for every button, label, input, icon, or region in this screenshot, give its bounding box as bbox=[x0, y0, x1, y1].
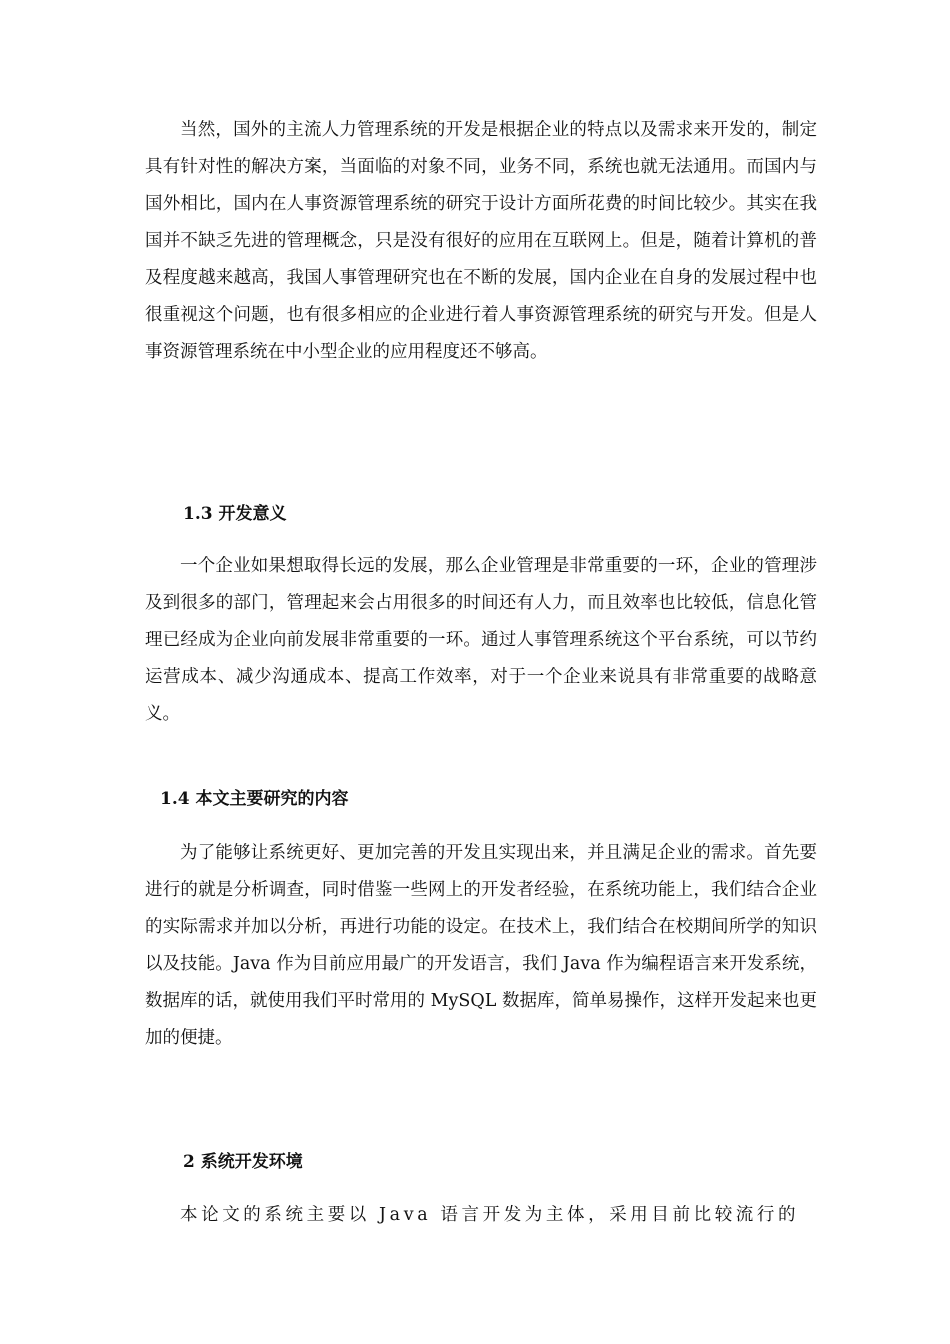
paragraph-foreign-domestic-comparison: 当然，国外的主流人力管理系统的开发是根据企业的特点以及需求来开发的，制定具有针对性的解决方案，当面临的对象不同，业务不同，系统也就无法通用。而国内与国外相比，国内在人事资源管理系统的研究于设计方面所花费的时间比较少。其实在我国并不缺乏先进的管理概念，只是没有很好的应用在互联网上。但是，随着计算机的普及程度越来越高，我国人事管理研究也在不断的发展，国内企业在自身的发展过程中也很重视这个问题，也有很多相应的企业进行着人事资源管理系统的研究与开发。但是人事资源管理系统在中小型企业的应用程度还不够高。 bbox=[145, 120, 817, 362]
paragraph-research-content: 为了能够让系统更好、更加完善的开发且实现出来，并且满足企业的需求。首先要进行的就是分析调查，同时借鉴一些网上的开发者经验，在系统功能上，我们结合企业的实际需求并加以分析，再进行功能的设定。在技术上，我们结合在校期间所学的知识以及技能。Java 作为目前应用最广的开发语言，我们 Java 作为编程语言来开发系统，数据库的话，就使用我们平时常用的 MySQL 数据库，简单易操作，这样开发起来也更加的便捷。 bbox=[145, 843, 817, 1048]
paragraph-system-environment-intro: 本论文的系统主要以 Java 语言开发为主体，采用目前比较流行的 bbox=[180, 1205, 800, 1225]
section-heading-1-4: 1.4 本文主要研究的内容 bbox=[160, 789, 349, 809]
section-heading-2: 2 系统开发环境 bbox=[183, 1152, 303, 1172]
section-heading-1-3: 1.3 开发意义 bbox=[183, 504, 287, 524]
paragraph-development-significance: 一个企业如果想取得长远的发展，那么企业管理是非常重要的一环，企业的管理涉及到很多的部门，管理起来会占用很多的时间还有人力，而且效率也比较低，信息化管理已经成为企业向前发展非常重要的一环。通过人事管理系统这个平台系统，可以节约运营成本、减少沟通成本、提高工作效率，对于一个企业来说具有非常重要的战略意义。 bbox=[145, 556, 817, 724]
